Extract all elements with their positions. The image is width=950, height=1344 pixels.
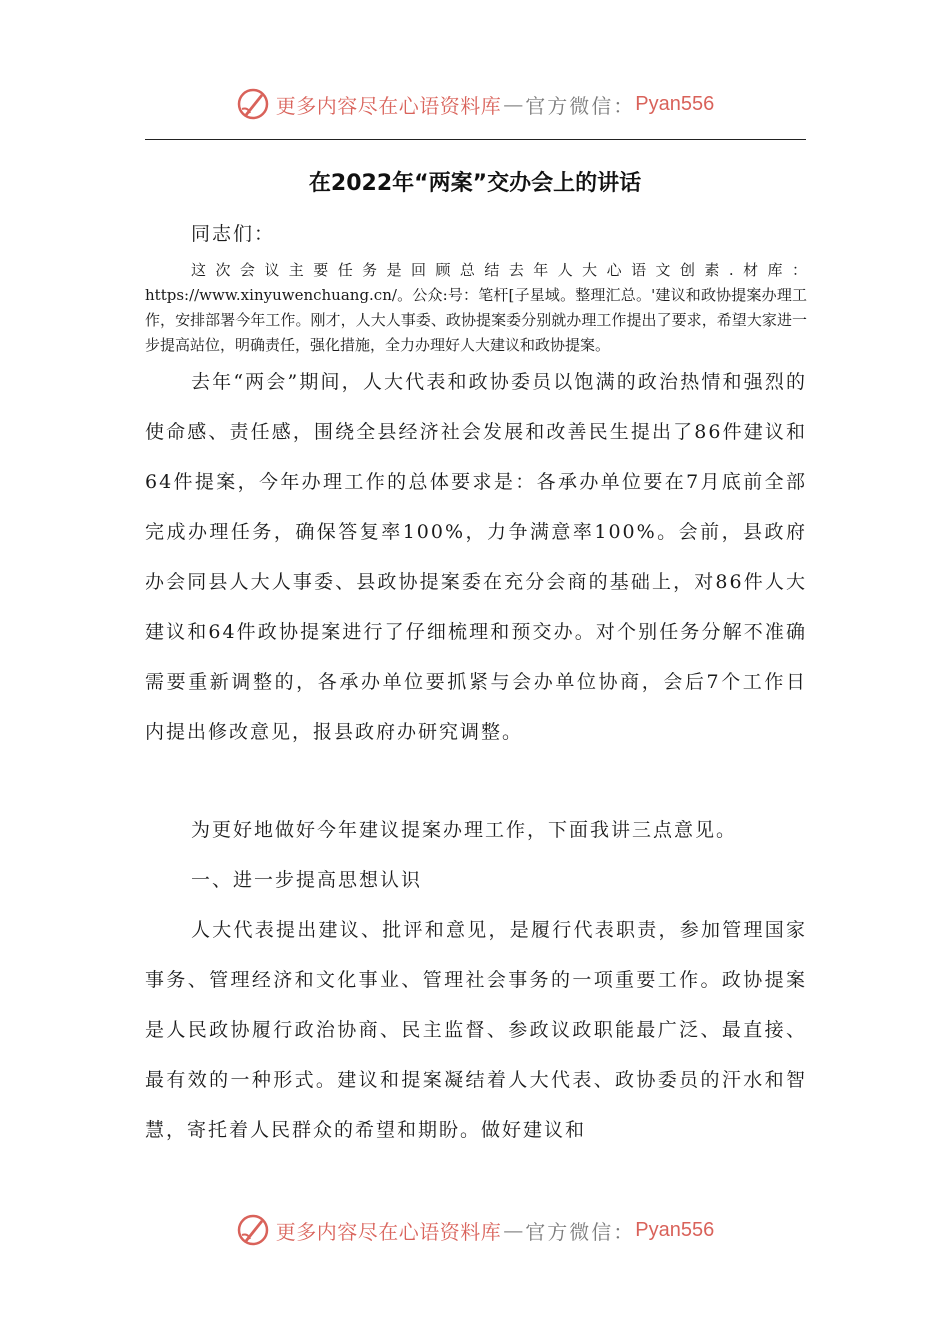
body-paragraph-2: 为更好地做好今年建议提案办理工作，下面我讲三点意见。 <box>191 819 738 841</box>
banner-separator: — <box>503 1218 524 1242</box>
banner-separator: — <box>503 92 524 116</box>
footer-banner <box>0 1210 950 1250</box>
quill-logo-icon <box>236 87 270 121</box>
body-paragraph-1: 去年“两会”期间，人大代表和政协委员以饱满的政治热情和强烈的使命感、责任感，围绕全县经济社会发展和改善民生提出了86件建议和64件提案，今年办理工作的总体要求是：各承办单位要在7月底前全部完成办理任务，确保答复率100%，力争满意率100%。会前，县政府办会同县人大人事委、县政协提案委在充分会商的基础上，对86件人大建议和64件政协提案进行了仔细梳理和预交办。对个别任务分解不准确需要重新调整的，各承办单位要抓紧与会办单位协商，会后7个工作日内提出修改意见，报县政府办研究调整。 <box>145 371 807 743</box>
quill-logo-icon <box>236 1213 270 1247</box>
document-title: 在2022年“两案”交办会上的讲话 <box>308 171 642 196</box>
header-divider <box>145 139 806 140</box>
banner-main-text: 更多内容尽在心语资料库 <box>275 1219 502 1244</box>
intro-paragraph: 这次会议主要任务是回顾总结去年人大心语文创素.材库：https://www.xinyuwenchuang.cn/。公众:号：笔杆[子星域。整理汇总。'建议和政协提案办理工作，安排部署今年工作。刚才，人大人事委、政协提案委分别就办理工作提出了要求，希望大家进一步提高站位，明确责任，强化措施，全力办理好人大建议和政协提案。 <box>145 261 807 354</box>
banner-wechat-label: 官方微信： <box>525 93 636 118</box>
banner-wechat-label: 官方微信： <box>525 1219 636 1244</box>
banner-main-text: 更多内容尽在心语资料库 <box>275 93 502 118</box>
body-paragraph-3: 人大代表提出建议、批评和意见，是履行代表职责，参加管理国家事务、管理经济和文化事业、管理社会事务的一项重要工作。政协提案是人民政协履行政治协商、民主监督、参政议政职能最广泛、最直接、最有效的一种形式。建议和提案凝结着人大代表、政协委员的汗水和智慧，寄托着人民群众的希望和期盼。做好建议和 <box>145 919 807 1141</box>
banner-wechat-id: Pyan556 <box>635 1218 715 1241</box>
section-heading-1: 一、进一步提高思想认识 <box>191 869 423 891</box>
greeting: 同志们： <box>191 223 276 245</box>
banner-wechat-id: Pyan556 <box>635 92 715 115</box>
header-banner <box>0 84 950 124</box>
